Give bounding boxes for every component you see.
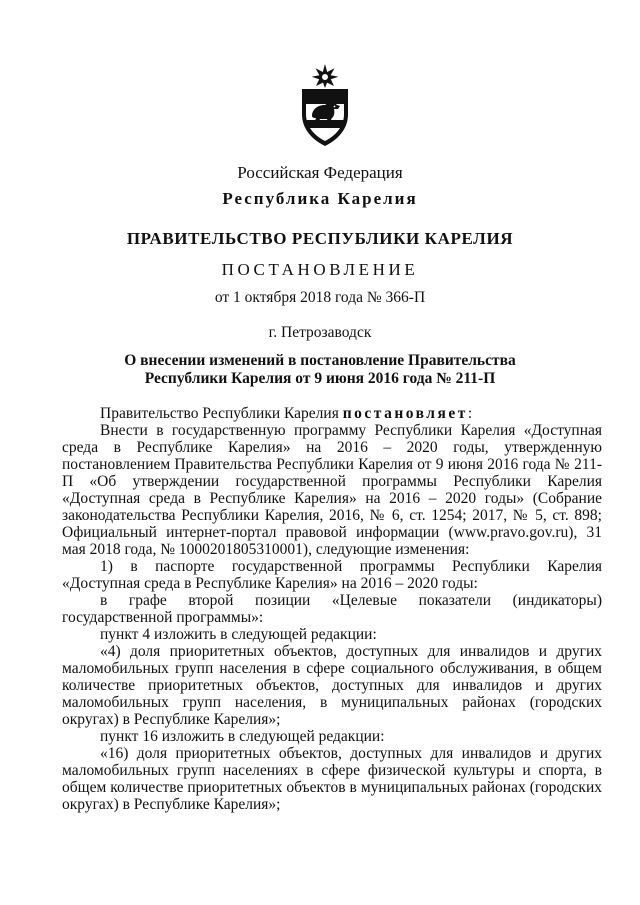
body-paragraph: «16) доля приоритетных объектов, доступных для инвалидов и других маломобильных групп населениях в сфере физической культуры и спорта, в общем количестве приоритетных объектов в муниципальных районах (городских округах) в Республике Карелия»; — [62, 745, 602, 813]
body-paragraph: «4) доля приоритетных объектов, доступных для инвалидов и других маломобильных групп населения в сфере социального обслуживания, в общем количестве приоритетных объектов, доступных для инвалидов и других маломобильных групп населения, в муниципальных районах (городских округах) в Республике Карелия»; — [62, 643, 602, 728]
body-paragraph: пункт 4 изложить в следующей редакции: — [100, 626, 377, 643]
intro-suffix: : — [467, 405, 473, 422]
decree-date-number: от 1 октября 2018 года № 366-П — [214, 289, 426, 306]
body-paragraph: пункт 16 изложить в следующей редакции: — [100, 728, 385, 745]
resolves-word: постановляет — [342, 405, 468, 422]
subject-line-2: Республики Карелия от 9 июня 2016 года № 211-П — [144, 370, 496, 387]
body-paragraph: 1) в паспорте государственной программы Республики Карелия «Доступная среда в Республике Карелия» на 2016 – 2020 годы: — [62, 558, 602, 592]
body-paragraph: в графе второй позиции «Целевые показатели (индикаторы) государственной программы»: — [62, 592, 602, 626]
document-body — [62, 405, 602, 813]
government-title: ПРАВИТЕЛЬСТВО РЕСПУБЛИКИ КАРЕЛИЯ — [126, 229, 514, 248]
document-subject — [100, 352, 540, 388]
republic-name: Республика Карелия — [222, 189, 418, 208]
intro-paragraph — [62, 405, 602, 422]
country-name: Российская Федерация — [237, 163, 403, 182]
subject-line-1: О внесении изменений в постановление Правительства — [124, 352, 516, 369]
city-of-issue: г. Петрозаводск — [268, 324, 372, 341]
document-type: ПОСТАНОВЛЕНИЕ — [221, 260, 419, 279]
intro-prefix: Правительство Республики Карелия — [100, 405, 343, 422]
body-paragraph: Внести в государственную программу Республики Карелия «Доступная среда в Республике Карелия» на 2016 – 2020 годы, утвержденную постановлением Правительства Республики Карелия от 9 июня 2016 года № 211-П «Об утверждении государственной программы Республики Карелия «Доступная среда в Республике Карелия» на 2016 – 2020 годы» (Собрание законодательства Республики Карелия, 2016, № 6, ст. 1254; 2017, № 5, ст. 898; Официальный интернет-портал правовой информации (www.pravo.gov.ru), 31 мая 2018 года, № 1000201805310001), следующие изменения: — [62, 422, 602, 558]
coat-of-arms-icon — [296, 62, 354, 148]
